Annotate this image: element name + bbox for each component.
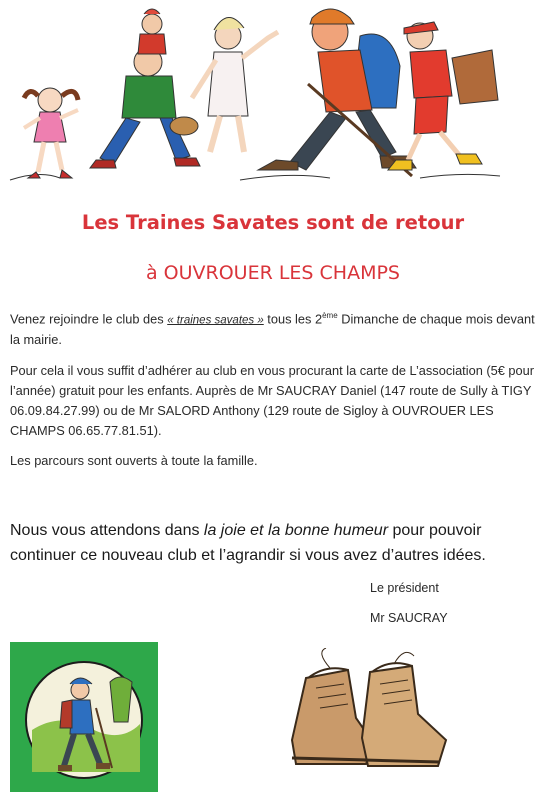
closing-italic-phrase: la joie et la bonne humeur — [203, 522, 389, 539]
flyer-title: Les Traines Savates sont de retour — [81, 211, 465, 234]
club-name: « traines savates » — [167, 314, 264, 327]
father-figure — [90, 9, 200, 168]
paragraph-membership: Pour cela il vous suffit d’adhérer au club en vous procurant la carte de L’association (5€ pour l’année) gratuit pour les enfants. Auprès de Mr SAUCRAY Daniel (147 route de Sully à TIGY 06.09.84.27.99) ou de Mr SALORD Anthony (129 route de Sigloy à OUVROUER LES CHAMPS 06.65.77.81.51). — [10, 363, 535, 438]
invitation-text-mid: tous les 2 — [263, 311, 323, 327]
hiking-family-illustration — [0, 0, 546, 195]
paragraph-invitation — [10, 306, 538, 350]
invitation-text-end: Dimanche de chaque mois devant la mairie. — [10, 311, 535, 348]
hiking-boots-image — [286, 648, 458, 776]
signature-name: Mr SAUCRAY — [370, 611, 448, 625]
girl-figure — [24, 88, 78, 178]
boy-figure — [388, 22, 498, 170]
signature-role: Le président — [370, 581, 439, 595]
invitation-text-start: Venez rejoindre le club des — [10, 311, 168, 327]
flyer-subtitle: à OUVROUER LES CHAMPS — [145, 262, 400, 284]
closing-text-start: Nous vous attendons dans — [10, 522, 204, 539]
paragraph-family: Les parcours sont ouverts à toute la famille. — [10, 453, 258, 468]
closing-text-end: pour pouvoir continuer ce nouveau club et l’agrandir si vous avez d’autres idées. — [10, 522, 486, 564]
ordinal-suffix: ème — [322, 311, 338, 320]
closing-message — [10, 518, 540, 568]
hiker-logo-image — [10, 642, 158, 792]
hiker-figure — [258, 9, 416, 176]
mother-figure — [170, 17, 278, 152]
scan-speckle-divider — [12, 490, 532, 492]
